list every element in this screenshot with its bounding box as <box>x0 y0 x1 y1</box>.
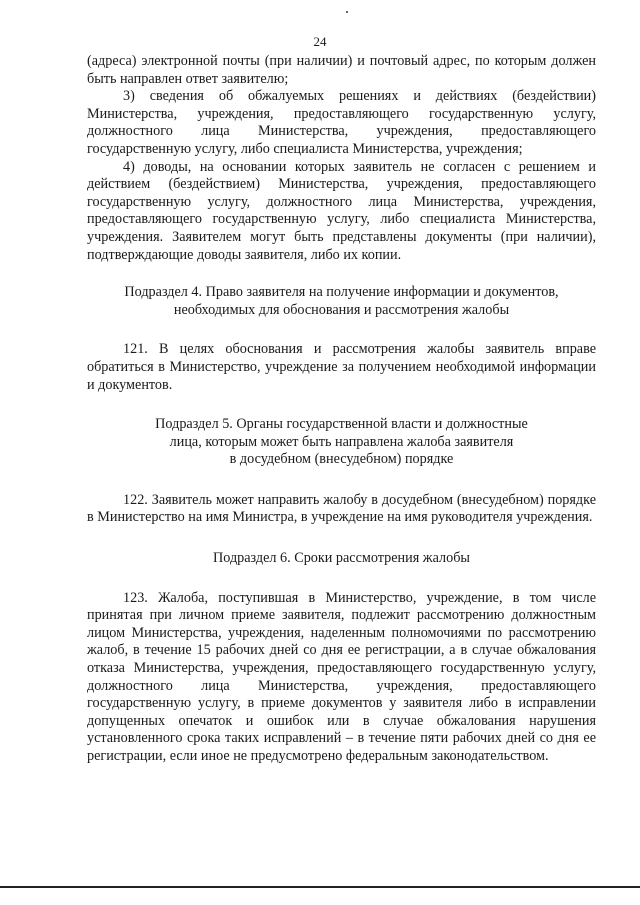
bottom-edge-line <box>0 886 640 888</box>
subsection-4-heading-line-1: Подраздел 4. Право заявителя на получение информации и документов, <box>124 284 559 301</box>
subsection-6-heading: Подраздел 6. Сроки рассмотрения жалобы <box>213 550 470 567</box>
subsection-5-heading-line-3: в досудебном (внесудебном) порядке <box>229 451 454 468</box>
list-item-3: 3) сведения об обжалуемых решениях и действиях (бездействии) Министерства, учреждения, предоставляющего государственную услугу, должностного лица Министерства, учреждения, предоставляющего государственную услугу, либо специалиста Министерства, учреждения; <box>87 88 596 157</box>
paragraph-122: 122. Заявитель может направить жалобу в досудебном (внесудебном) порядке в Министерство на имя Министра, в учреждение на имя руководителя учреждения. <box>87 491 596 526</box>
subsection-5-heading-line-1: Подраздел 5. Органы государственной власти и должностные <box>155 416 528 433</box>
paragraph-121: 121. В целях обоснования и рассмотрения жалобы заявитель вправе обратиться в Министерство, учреждение за получением необходимой информации и документов. <box>87 341 596 393</box>
list-item-4: 4) доводы, на основании которых заявитель не согласен с решением и действием (бездействием) Министерства, учреждения, предоставляющего государственную услугу, должностного лица Министерства, учреждения, предоставляющего государственную услугу, либо специалиста Министерства, учреждения. Заявителем могут быть представлены документы (при наличии), подтверждающие доводы заявителя, либо их копии. <box>87 158 596 263</box>
document-body <box>87 53 596 766</box>
subsection-4-heading-line-2: необходимых для обоснования и рассмотрения жалобы <box>173 301 510 318</box>
subsection-5-heading <box>87 416 596 469</box>
subsection-4-heading <box>87 284 596 319</box>
paragraph-123: 123. Жалоба, поступившая в Министерство, учреждение, в том числе принятая при личном приеме заявителя, подлежит рассмотрению должностным лицом Министерства, учреждения, наделенным полномочиями по рассмотрению жалоб, в течение 15 рабочих дней со дня ее регистрации, а в случае обжалования отказа Министерства, учреждения, предоставляющего государственную услугу, должностного лица Министерства, учреждения, предоставляющего государственную услугу, в приеме документов у заявителя либо в исправлении допущенных опечаток и ошибок или в случае обжалования нарушения установленного срока таких исправлений – в течение пяти рабочих дней со дня ее регистрации, если иное не предусмотрено федеральным законодательством. <box>87 589 596 764</box>
paragraph-continuation: (адреса) электронной почты (при наличии) и почтовый адрес, по которым должен быть направлен ответ заявителю; <box>87 53 596 87</box>
scan-speck <box>346 11 348 13</box>
page-number: 24 <box>313 34 327 49</box>
subsection-5-heading-line-2: лица, которым может быть направлена жалоба заявителя <box>169 433 514 450</box>
